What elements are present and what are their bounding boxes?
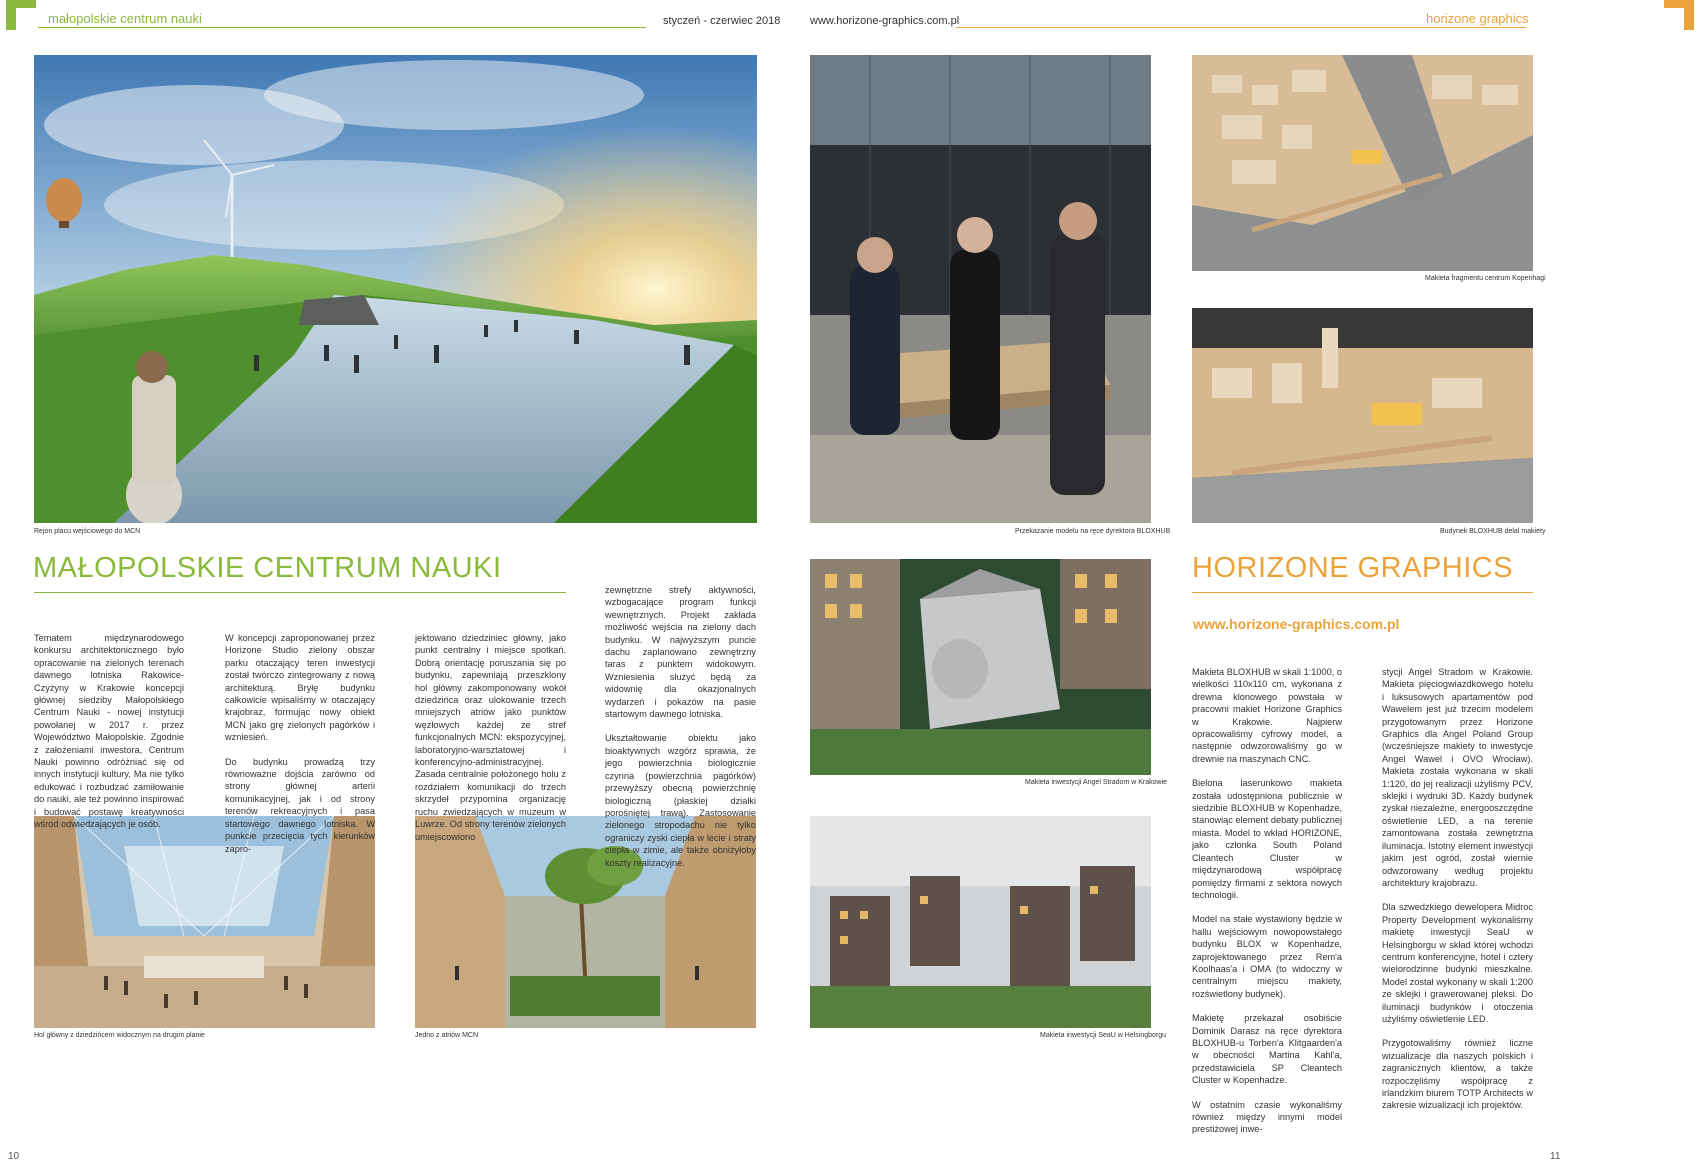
right-col1-paragraph-5: W ostatnim czasie wykonaliśmy również między innymi model prestiżowej inwe- bbox=[1192, 1099, 1342, 1135]
header-date: styczeń - czerwiec 2018 bbox=[663, 15, 781, 27]
right-title-rule bbox=[1192, 592, 1533, 593]
handover-photo bbox=[810, 55, 1151, 523]
left-article-title: MAŁOPOLSKIE CENTRUM NAUKI bbox=[33, 552, 502, 584]
right-article-column-2 bbox=[1382, 666, 1533, 1124]
left-col2-paragraph-2: Do budynku prowadzą trzy równoważne dojścia zarówno od strony głównej arterii komunikacyjnej, jak i od strony terenów rekreacyjnych i pasa startowego dawnego lotniska. W punkcie przecięcia tych kierunków zapro- bbox=[225, 756, 375, 854]
right-col1-paragraph-2: Bielona laserunkowo makieta została udostępniona publicznie w siedzibie BLOXHUB w Kopenhadze, stanowiąc element debaty publicznej miasta. Model to wkład HORIZONE, jako członka South Poland Cleantech Cluster w międzynarodową współpracę pomiędzy firmami z sektora nowych technologii. bbox=[1192, 778, 1342, 900]
right-col1-paragraph-4: Makietę przekazał osobiście Dominik Darasz na ręce dyrektora BLOXHUB-u Torben'a Klitgaarden'a w obecności Martina Kahl'a, przedstawiciela SP Cleantech Cluster w Kopenhadze. bbox=[1192, 1013, 1342, 1086]
angel-stradom-model-photo bbox=[810, 559, 1151, 775]
plaza-rendering-photo bbox=[34, 55, 757, 523]
right-col1-paragraph-1: Makieta BLOXHUB w skali 1:1000, o wielkości 110x110 cm, wykonana z drewna klonowego powstała w pracowni makiet Horizone Graphics w Krakowie. Najpierw opracowaliśmy cyfrowy model, a następnie odwzorowaliśmy go w drewnie na maszynach CNC. bbox=[1192, 667, 1342, 764]
caption-copenhagen: Makieta fragmentu centrum Kopenhagi bbox=[1425, 275, 1546, 282]
right-col2-paragraph-1: stycji Angel Stradom w Krakowie. Makieta pięciogwiazdkowego hotelu i luksusowych apartamentów pod Wawelem jest już trzecim modelem przygotowanym przez Horizone Graphics dla Angel Poland Group (wcześniejsze makiety to inwestycje Angel Wawel i OVO Wrocław). Makieta została wykonana w skali 1:120, do jej realizacji użyliśmy PCV, sklejki i wydruki 3D. Każdy budynek zyskał niezależne, energooszczędne oświetlenie LED, a na terenie zamontowana została zewnętrzna iluminacja. Istotny element inwestycji jakim jest ogród, został wiernie odwzorowany według projektu architektury krajobrazu. bbox=[1382, 667, 1533, 888]
header-url[interactable]: www.horizone-graphics.com.pl bbox=[810, 15, 960, 27]
caption-plaza: Rejon placu wejściowego do MCN bbox=[34, 528, 141, 535]
caption-handover: Przekazanie modelu na ręce dyrektora BLOXHUB bbox=[1015, 528, 1171, 535]
orange-corner-mark-icon bbox=[1664, 0, 1694, 30]
page-number-right: 11 bbox=[1550, 1151, 1561, 1162]
caption-seau: Makieta inwestycji SeaU w Helsingborgu bbox=[1040, 1032, 1167, 1039]
left-article-column-4 bbox=[605, 584, 756, 881]
caption-angel-stradom: Makieta inwestycji Angel Stradom w Krakowie bbox=[1025, 779, 1168, 786]
caption-main-hall: Hol główny z dziedzińcem widocznym na drugim planie bbox=[34, 1032, 205, 1039]
header-left-title: małopolskie centrum nauki bbox=[48, 11, 202, 26]
left-col2-paragraph-1: W koncepcji zaproponowanej przez Horizone Studio zielony obszar parku otaczający teren inwestycji został twórczo zintegrowany z nową architekturą. Bryłę budynku całkowicie wpisaliśmy w otaczający krajobraz, formując nowy obiekt MCN jako grę zielonych pagórków i wzniesień. bbox=[225, 633, 375, 743]
header-right-title: horizone graphics bbox=[1426, 11, 1529, 26]
company-website-link[interactable]: www.horizone-graphics.com.pl bbox=[1193, 616, 1400, 632]
green-corner-mark-icon bbox=[6, 0, 36, 30]
left-col1-paragraph: Tematem międzynarodowego konkursu architektonicznego było opracowanie na zielonych terenach dawnego lotniska Rakowice-Czyżyny w Krakowie koncepcji głównej siedziby Małopolskiego Centrum Nauki - nowej instytucji powołanej w 2017 r. przez Województwo Małopolskie. Zgodnie z założeniami inwestora, Centrum Nauki powinno odróżniać się od innych instytucji kultury. Ma nie tylko edukować i rozbudzać zamiłowanie do nauki, ale też powinno inspirować i budować postawę kreatywności wśród odwiedzających je osób. bbox=[34, 633, 184, 830]
left-article-column-3 bbox=[415, 632, 566, 855]
header-right-rule bbox=[956, 27, 1526, 28]
left-title-rule bbox=[34, 592, 566, 593]
caption-atrium: Jedno z atriów MCN bbox=[415, 1032, 479, 1039]
header-left-rule bbox=[38, 27, 646, 28]
right-article-column-1 bbox=[1192, 666, 1342, 1148]
right-col2-paragraph-2: Dla szwedzkiego dewelopera Midroc Property Development wykonaliśmy makietę inwestycji SeaU w Helsingborgu w skład której wchodzi centrum konferencyjne, hotel i cztery wielorodzinne budynki mieszkalne. Model został wykonany w skali 1:200 ze sklejki i grawerowanej pleksi. Do iluminacji budynków i otoczenia użyliśmy oświetlenie LED. bbox=[1382, 902, 1533, 1024]
left-article-column-1 bbox=[34, 632, 184, 843]
left-col4-paragraph-1: zewnętrzne strefy aktywności, wzbogacające program funkcji wewnętrznych. Projekt zakłada możliwość wejścia na zielony dach budynku. W najwyższym puncie dachu zaplanowano zewnętrzny taras z punktem widokowym. Wzniesienia służyć będą za widownię dla okazjonalnych wydarzeń i pokazów na pasie startowym dawnego lotniska. bbox=[605, 585, 756, 720]
right-col2-paragraph-3: Przygotowaliśmy również liczne wizualizacje dla naszych polskich i zagranicznych klientów, a także rozpoczęliśmy współpracę z irlandzkim biurem TOTP Architects w zakresie wizualizacji ich projektów. bbox=[1382, 1038, 1533, 1111]
seau-model-photo bbox=[810, 816, 1151, 1028]
copenhagen-model-photo bbox=[1192, 55, 1533, 271]
right-col1-paragraph-3: Model na stałe wystawiony będzie w hallu wejściowym nowopowstałego budynku BLOX w Kopenhadze, zaprojektowanego przez Rem'a Koolhaas'a i OMA (to widoczny w centralnym miejscu makiety, rozświetlony budynek). bbox=[1192, 914, 1342, 999]
left-article-column-2 bbox=[225, 632, 375, 867]
page-number-left: 10 bbox=[8, 1151, 20, 1162]
left-col4-paragraph-2: Ukształtowanie obiektu jako bioaktywnych wzgórz sprawia, że jego powierzchnia biologicznie czynna (powierzchnia pagórków) przewyższy obecną powierzchnię biologiczną (płaskiej działki porośniętej trawą). Zastosowanie zielonego stropodachu nie tylko ograniczy zyski ciepła w lecie i straty ciepła w zimie, ale także obniżyłoby koszty realizacyjne. bbox=[605, 733, 756, 868]
right-article-title: HORIZONE GRAPHICS bbox=[1192, 552, 1514, 584]
caption-bloxhub-building: Budynek BLOXHUB delal makiety bbox=[1440, 528, 1546, 535]
bloxhub-building-model-photo bbox=[1192, 308, 1533, 523]
left-col3-paragraph: jektowano dziedziniec główny, jako punkt centralny i miejsce spotkań. Dobrą orientację poruszania się po budynku, zapewniają przeszklony hol główny zakomponowany wokół dziedzińca oraz ulokowanie trzech mniejszych atriów jako punktów węzłowych każdej ze stref funkcjonalnych MCN: ekspozycyjnej, laboratoryjno-warsztatowej i konferencyjno-administracyjnej. Zasada centralnie położonego holu z rozdziałem komunikacji do trzech skrzydeł przypomina organizację ruchu zwiedzających w muzeum w Luwrze. Od strony terenów zielonych umiejscowiono bbox=[415, 633, 566, 842]
